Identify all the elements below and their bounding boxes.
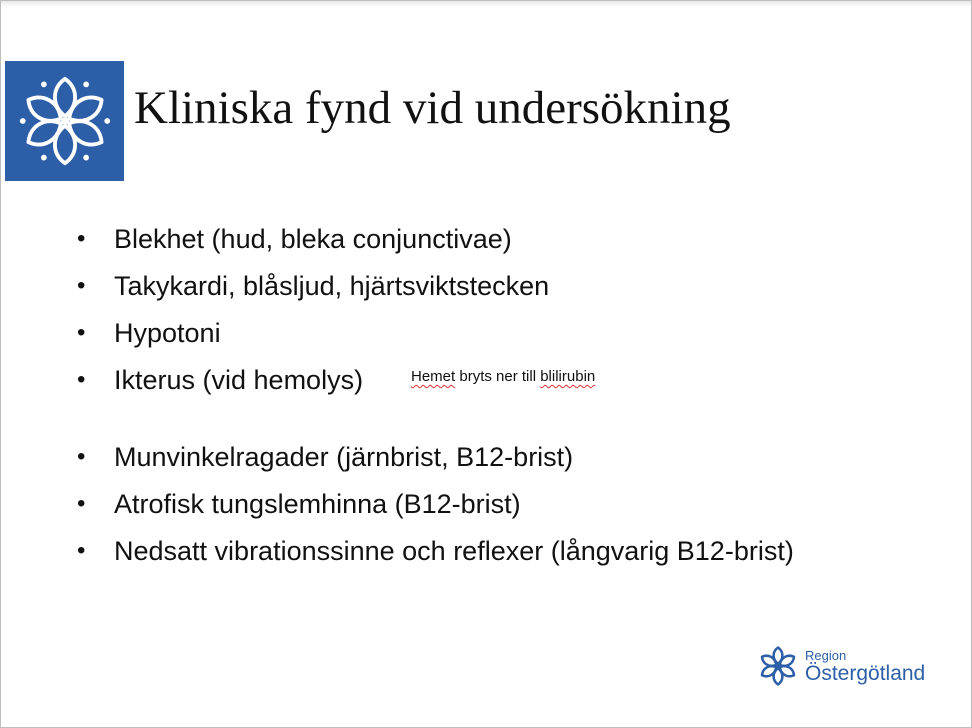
bullet-marker: • xyxy=(77,366,86,393)
bullet-marker: • xyxy=(77,272,86,299)
list-item xyxy=(77,488,797,520)
annotation-text: bryts ner till xyxy=(455,368,541,385)
bullet-text: Nedsatt vibrationssinne och reflexer (långvarig B12-brist) xyxy=(114,536,794,566)
slide-title: Kliniska fynd vid undersökning xyxy=(134,82,731,134)
bullet-list xyxy=(77,223,797,582)
footer-logo xyxy=(757,645,925,687)
flower-emblem-icon xyxy=(17,73,113,169)
bullet-text: Atrofisk tungslemhinna (B12-brist) xyxy=(114,489,521,519)
list-item xyxy=(77,317,797,349)
region-wordmark xyxy=(805,649,925,684)
region-name: Östergötland xyxy=(805,661,926,685)
misspelled-word: blilirubin xyxy=(540,368,596,385)
misspelled-word: Hemet xyxy=(411,368,456,385)
bullet-marker: • xyxy=(77,443,86,470)
list-item xyxy=(77,270,797,302)
list-item xyxy=(77,223,797,255)
bullet-marker: • xyxy=(77,537,86,564)
bullet-text: Takykardi, blåsljud, hjärtsviktstecken xyxy=(114,271,550,301)
bullet-text: Hypotoni xyxy=(114,318,221,348)
region-label: Region xyxy=(805,647,847,663)
list-item xyxy=(77,535,797,567)
bullet-text: Blekhet (hud, bleka conjunctivae) xyxy=(114,224,512,254)
annotation-textbox[interactable] xyxy=(411,368,595,385)
bullet-marker: • xyxy=(77,319,86,346)
list-item xyxy=(77,441,797,473)
bullet-text: Munvinkelragader (järnbrist, B12-brist) xyxy=(114,442,574,472)
bullet-marker: • xyxy=(77,490,86,517)
bullet-text: Ikterus (vid hemolys) xyxy=(114,365,364,395)
flower-emblem-icon xyxy=(757,645,799,687)
slide-top-edge xyxy=(1,1,971,7)
bullet-marker: • xyxy=(77,225,86,252)
header-logo xyxy=(5,61,124,181)
